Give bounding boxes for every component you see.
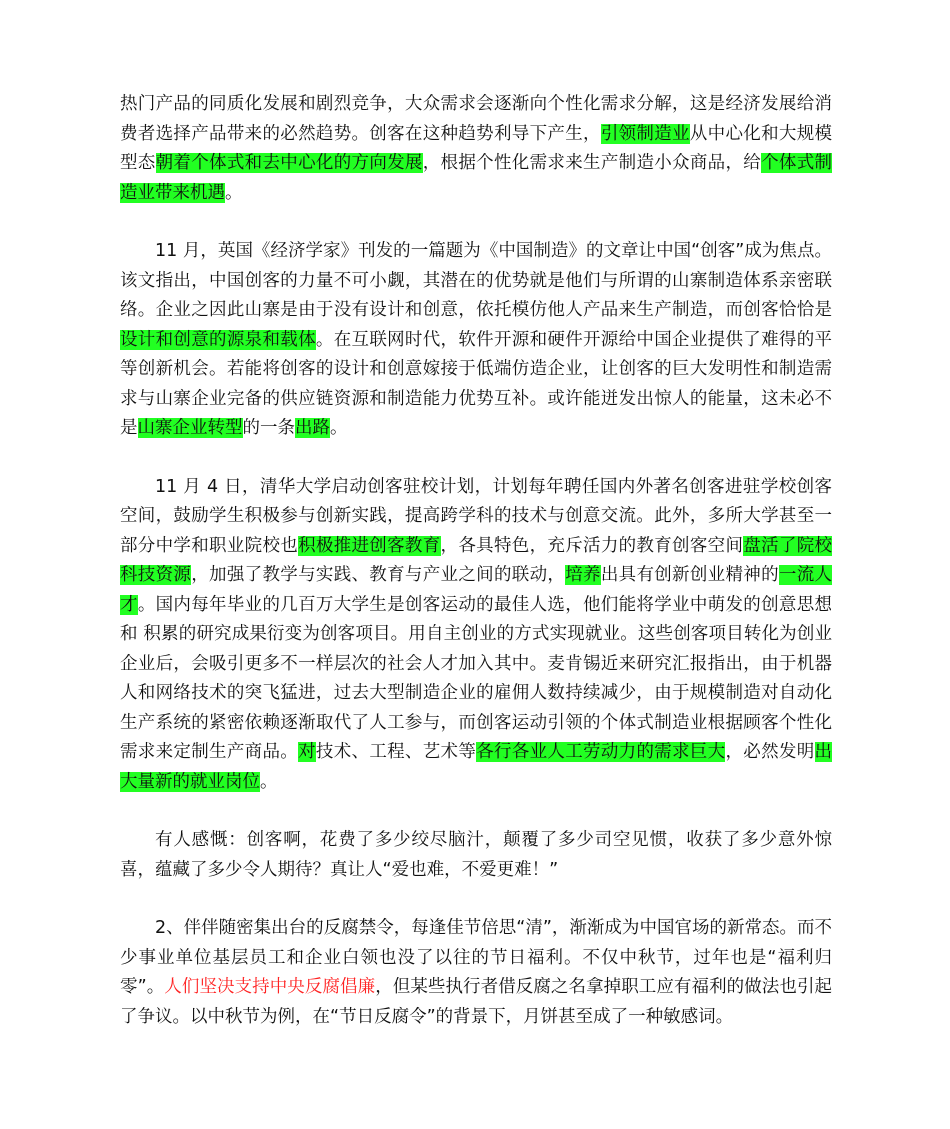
paragraph-5 [120, 914, 832, 1032]
highlighted-text: 各行各业人工劳动力的需求巨大 [476, 742, 726, 762]
highlighted-text: 个体式制造业带来机遇 [120, 153, 833, 203]
highlighted-text: 出大量新的就业岗位 [120, 742, 833, 792]
text-run: ，根据个性化需求来生产制造小众商品，给 [422, 153, 762, 173]
paragraph-2 [120, 237, 832, 444]
text-run: ，各具特色，充斥活力的教育创客空间 [440, 535, 744, 556]
highlighted-text: 培养 [565, 565, 601, 585]
text-run: 热门产品的同质化发展和剧烈竞争，大众需求会逐渐向个性化需求分解，这是经济发展给消费者选择产品带来的必然趋势。创客在这种趋势利导下产生， [120, 94, 832, 144]
text-run: 的一条 [242, 418, 295, 438]
text-run: 。国内每年毕业的几百万大学生是创客运动的最佳人选，他们能将学业中萌发的创意思想和 积累的研究成果衍变为创客项目。用自主创业的方式实现就业。这些创客项目转化为创业企业后，会吸引更多不一样层次的社会人才加入其中。麦肯锡近来研究汇报指出，由于机器人和网络技术的突飞猛进，过去大型制造企业的雇佣人数持续减少，由于规模制造对自动化生产系统的紧密依赖逐渐取代了人工参与，而创客运动引领的个体式制造业根据顾客个性化需求来定制生产商品。 [120, 594, 833, 762]
text-run: 技术、工程、艺术等 [315, 742, 477, 762]
red-emphasis-text: 人们坚决支持中央反腐倡廉 [164, 977, 376, 997]
paragraph-4 [120, 826, 832, 885]
text-run: 从中心化和大规模型态 [120, 123, 833, 173]
paragraph-gap [120, 797, 832, 826]
highlighted-text: 引领制造业 [600, 123, 690, 144]
text-run: 。 [330, 418, 348, 438]
highlighted-text: 山寨企业转型 [137, 418, 243, 438]
highlighted-text: 朝着个体式和去中心化的方向发展 [155, 153, 423, 173]
paragraph-gap [120, 885, 832, 914]
highlighted-text: 一流人才 [120, 565, 833, 615]
text-run: 。 [225, 182, 243, 203]
text-run: 。在互联网时代，软件开源和硬件开源给中国企业提供了难得的平等创新机会。若能将创客的设计和创意嫁接于低端仿造企业，让创客的巨大发明性和制造需求与山寨企业完备的供应链资源和制造能力优势互补。或许能迸发出惊人的能量，这未必不是 [120, 329, 833, 438]
text-run: ，必然发明 [725, 742, 815, 762]
text-run: 2、伴伴随密集出台的反腐禁令，每逢佳节倍思“清”，渐渐成为中国官场的新常态。而不少事业单位基层员工和企业白领也没了以往的节日福利。不仅中秋节，过年也是“福利归零”。 [120, 918, 832, 997]
text-run: 。 [260, 771, 278, 792]
highlighted-text: 对 [298, 742, 316, 762]
paragraph-gap [120, 208, 832, 237]
text-run: ，但某些执行者借反腐之名拿掉职工应有福利的做法也引起了争议。以中秋节为例，在“节日反腐令”的背景下，月饼甚至成了一种敏感词。 [120, 977, 833, 1027]
text-run: 11 月，英国《经济学家》刊发的一篇题为《中国制造》的文章让中国“创客”成为焦点。该文指出，中国创客的力量不可小觑，其潜在的优势就是他们与所谓的山寨制造体系亲密联络。企业之因此山寨是由于没有设计和创意，依托模仿他人产品来生产制造，而创客恰恰是 [120, 241, 832, 320]
text-run: 11 月 4 日，清华大学启动创客驻校计划，计划每年聘任国内外著名创客进驻学校创客空间，鼓励学生积极参与创新实践，提高跨学科的技术与创意交流。此外，多所大学甚至一部分中学和职业院校也 [120, 476, 832, 556]
paragraph-3 [120, 473, 832, 798]
paragraph-1 [120, 90, 832, 208]
text-run: ，加强了教学与实践、教育与产业之间的联动， [191, 565, 566, 585]
highlighted-text: 出路 [295, 418, 330, 438]
highlighted-text: 设计和创意的源泉和载体 [120, 329, 316, 350]
document-page [120, 90, 832, 1032]
paragraph-gap [120, 444, 832, 473]
text-run: 出具有创新创业精神的 [600, 565, 779, 585]
text-run: 有人感慨：创客啊，花费了多少绞尽脑汁，颠覆了多少司空见惯，收获了多少意外惊喜，蕴藏了多少令人期待？真让人“爱也难，不爱更难！” [120, 830, 832, 880]
highlighted-text: 盘活了院校科技资源 [120, 535, 833, 585]
highlighted-text: 积极推进创客教育 [298, 535, 441, 556]
